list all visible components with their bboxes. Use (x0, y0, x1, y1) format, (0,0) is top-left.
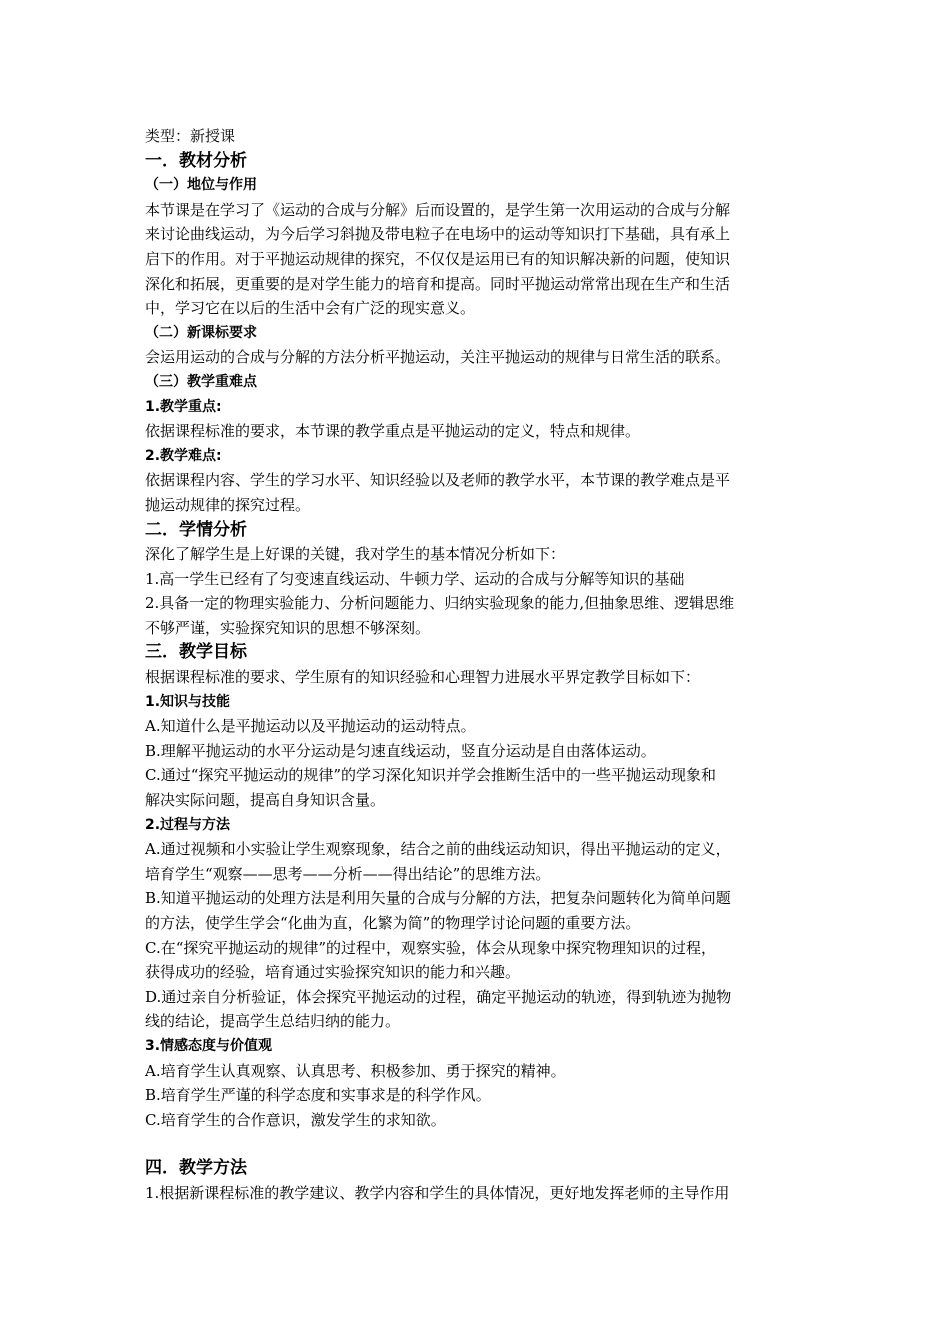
text-line: 解决实际问题，提高自身知识含量。 (145, 791, 386, 810)
text-line: 本节课是在学习了《运动的合成与分解》后而设置的，是学生第一次用运动的合成与分解 (145, 200, 731, 219)
section-3-title: 三．教学目标 (145, 642, 247, 663)
key-point-label: 1.教学重点: (145, 398, 222, 415)
section-1-paragraph-1 (145, 198, 810, 321)
section-2-intro: 深化了解学生是上好课的关键，我对学生的基本情况分析如下： (145, 545, 566, 564)
text-line: C.通过“探究平抛运动的规律”的学习深化知识并学会推断生活中的一些平抛运动现象和 (145, 766, 717, 785)
goal-item: B.培育学生严谨的科学态度和实事求是的科学作风。 (145, 1086, 491, 1105)
section-1-sub-1: （一）地位与作用 (145, 177, 257, 194)
document-page (145, 124, 810, 1206)
student-item-1: 1.高一学生已经有了匀变速直线运动、牛顿力学、运动的合成与分解等知识的基础 (145, 569, 685, 588)
difficult-point-label: 2.教学难点: (145, 447, 222, 464)
section-1-title: 一．教材分析 (145, 150, 247, 171)
text-line: 中，学习它在以后的生活中会有广泛的现实意义。 (145, 299, 476, 318)
section-1-sub-2: （二）新课标要求 (145, 324, 257, 341)
goal-3-label: 3.情感态度与价值观 (145, 1037, 273, 1054)
text-line: C.在“探究平抛运动的规律”的过程中，观察实验，体会从现象中探究物理知识的过程， (145, 938, 717, 957)
section-1-sub-3: （三）教学重难点 (145, 373, 257, 390)
text-line: 培育学生“观察——思考——分析——得出结论”的思维方法。 (145, 864, 551, 883)
section-4-title: 四．教学方法 (145, 1158, 247, 1179)
text-line: B.知道平抛运动的处理方法是利用矢量的合成与分解的方法，把复杂问题转化为简单问题 (145, 889, 731, 908)
text-line: 2.具备一定的物理实验能力、分析问题能力、归纳实验现象的能力,但抽象思维、逻辑思维 (145, 594, 735, 613)
goal-item: C.培育学生的合作意识，激发学生的求知欲。 (145, 1110, 446, 1129)
lesson-type: 类型：新授课 (145, 127, 236, 145)
text-line: A.通过视频和小实验让学生观察现象，结合之前的曲线运动知识，得出平抛运动的定义， (145, 840, 731, 859)
method-item-1: 1.根据新课程标准的教学建议、教学内容和学生的具体情况，更好地发挥老师的主导作用 (145, 1183, 730, 1202)
text-line: 依据课程内容、学生的学习水平、知识经验以及老师的教学水平，本节课的教学难点是平 (145, 471, 731, 490)
text-line: 的方法，使学生学会“化曲为直，化繁为简”的物理学讨论问题的重要方法。 (145, 914, 641, 932)
standard-requirement: 会运用运动的合成与分解的方法分析平抛运动，关注平抛运动的规律与日常生活的联系。 (145, 348, 731, 367)
section-2-title: 二．学情分析 (145, 519, 247, 540)
text-line: 不够严谨，实验探究知识的思想不够深刻。 (145, 618, 431, 637)
text-line: 线的结论，提高学生总结归纳的能力。 (145, 1012, 401, 1031)
text-line: 抛运动规律的探究过程。 (145, 495, 311, 514)
goal-2-label: 2.过程与方法 (145, 816, 231, 833)
text-line: D.通过亲自分析验证，体会探究平抛运动的过程，确定平抛运动的轨迹，得到轨迹为抛物 (145, 987, 732, 1006)
text-line: 获得成功的经验，培育通过实验探究知识的能力和兴趣。 (145, 963, 521, 982)
section-3-intro: 根据课程标准的要求、学生原有的知识经验和心理智力进展水平界定教学目标如下： (145, 668, 701, 687)
key-point-text: 依据课程标准的要求，本节课的教学重点是平抛运动的定义，特点和规律。 (145, 422, 641, 441)
text-line: 来讨论曲线运动，为今后学习斜抛及带电粒子在电场中的运动等知识打下基础，具有承上 (145, 225, 731, 244)
goal-item: A.培育学生认真观察、认真思考、积极参加、勇于探究的精神。 (145, 1061, 566, 1080)
text-line: 深化和拓展，更重要的是对学生能力的培育和提高。同时平抛运动常常出现在生产和生活 (145, 274, 731, 293)
goal-item: A.知道什么是平抛运动以及平抛运动的运动特点。 (145, 717, 476, 736)
goal-1-label: 1.知识与技能 (145, 693, 231, 710)
text-line: 启下的作用。对于平抛运动规律的探究，不仅仅是运用已有的知识解决新的问题，使知识 (145, 249, 731, 268)
goal-item: B.理解平抛运动的水平分运动是匀速直线运动，竖直分运动是自由落体运动。 (145, 741, 656, 760)
blank-line (145, 1132, 810, 1156)
